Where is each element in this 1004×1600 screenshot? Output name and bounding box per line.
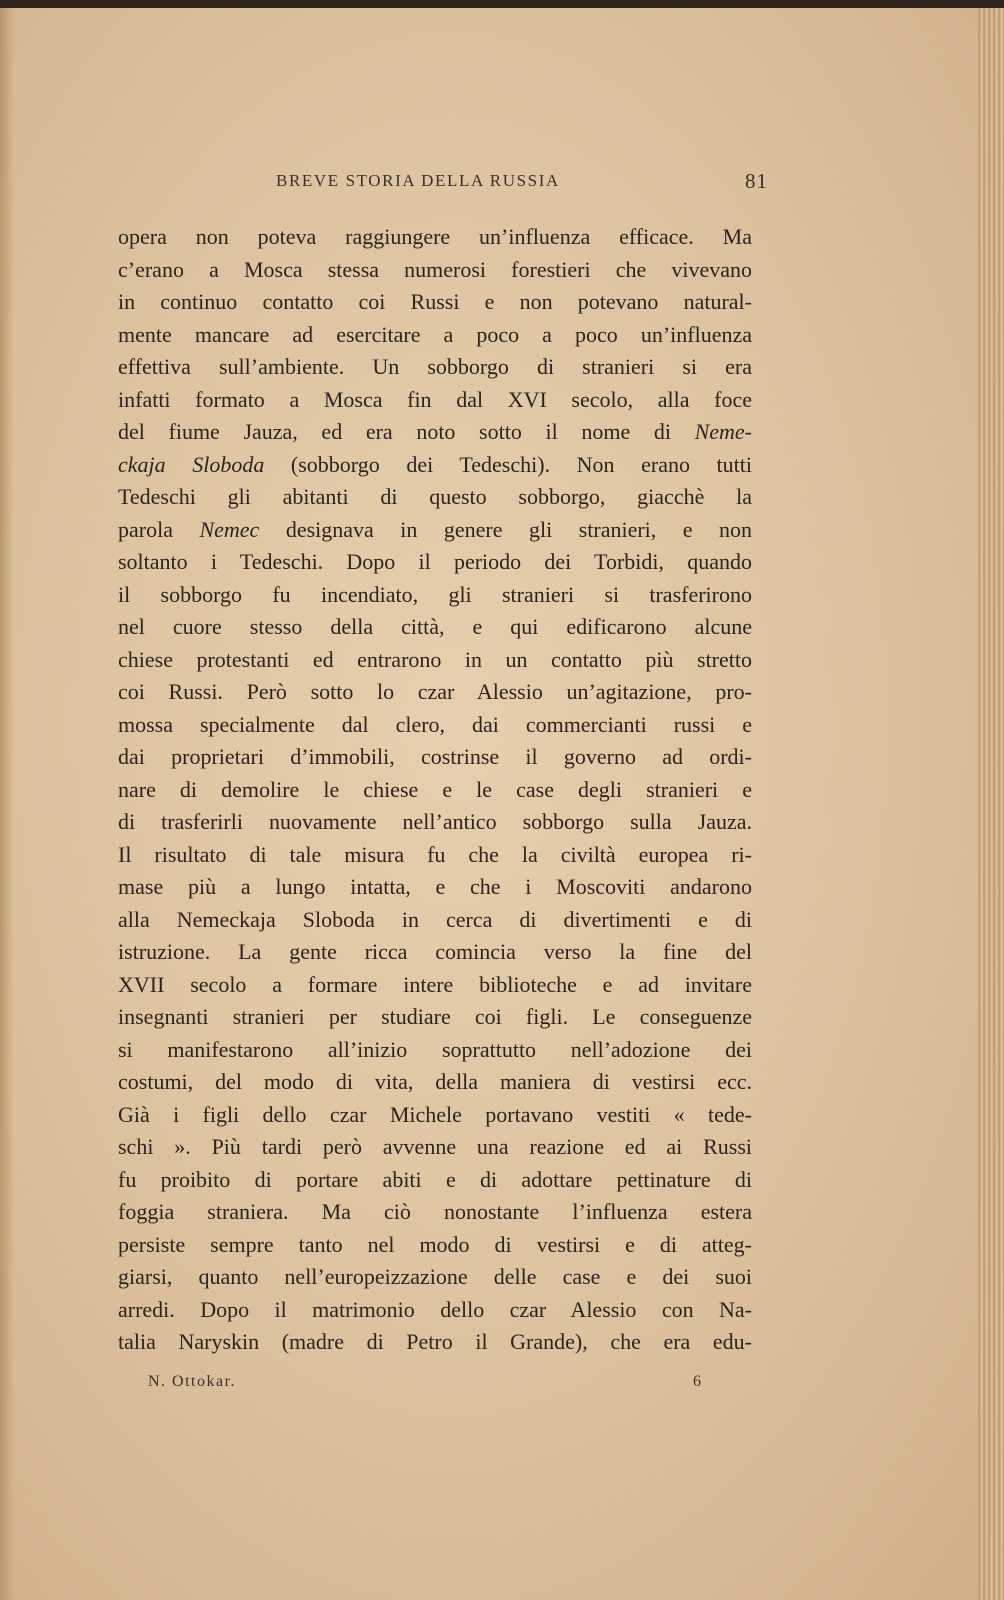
text-line: coi Russi. Però sotto lo czar Alessio un’agitazione, pro- — [118, 679, 752, 704]
italic-term: Nemec — [199, 516, 260, 542]
text-line: il sobborgo fu incendiato, gli stranieri si trasferirono — [118, 581, 752, 607]
page-header — [118, 171, 768, 195]
text-line: effettiva sull’ambiente. Un sobborgo di stranieri si era — [118, 354, 752, 379]
text-line: persiste sempre tanto nel modo di vestirsi e di atteg- — [118, 1231, 752, 1257]
text-line: mente mancare ad esercitare a poco a poco un’influenza — [118, 321, 752, 347]
text-line — [118, 416, 752, 449]
text-line — [118, 514, 752, 547]
text-line: foggia straniera. Ma ciò nonostante l’influenza estera — [118, 1199, 752, 1224]
text-line: Già i figli dello czar Michele portavano vestiti « tede- — [118, 1101, 752, 1127]
text-line: nare di demolire le chiese e le case degli stranieri e — [118, 776, 752, 802]
text-line: mase più a lungo intatta, e che i Moscoviti andarono — [118, 874, 752, 899]
text-line: infatti formato a Mosca fin dal XVI secolo, alla foce — [118, 386, 752, 412]
page-footer — [148, 1373, 708, 1395]
gutter-shadow — [0, 8, 14, 1600]
text-segment: (sobborgo dei Tedeschi). Non erano tutti — [290, 451, 752, 477]
running-title: BREVE STORIA DELLA RUSSIA — [276, 171, 560, 190]
text-line: nel cuore stesso della città, e qui edificarono alcune — [118, 614, 752, 639]
body-text — [118, 221, 752, 1359]
page-number: 81 — [745, 169, 768, 193]
text-segment: parola — [118, 516, 173, 542]
text-line: costumi, del modo di vita, della maniera di vestirsi ecc. — [118, 1069, 752, 1094]
text-line: giarsi, quanto nell’europeizzazione delle case e dei suoi — [118, 1264, 752, 1289]
text-line: in continuo contatto coi Russi e non potevano natural- — [118, 289, 752, 314]
text-line: fu proibito di portare abiti e di adottare pettinature di — [118, 1166, 752, 1192]
text-line: mossa specialmente dal clero, dai commercianti russi e — [118, 711, 752, 737]
signature-number: 6 — [693, 1373, 701, 1390]
text-line: Il risultato di tale misura fu che la civiltà europea ri- — [118, 841, 752, 867]
text-segment: del fiume Jauza, ed era noto sotto il nome di — [118, 419, 671, 444]
text-line — [118, 449, 752, 482]
text-line: si manifestarono all’inizio soprattutto nell’adozione dei — [118, 1036, 752, 1062]
text-line: di trasferirli nuovamente nell’antico sobborgo sulla Jauza. — [118, 809, 752, 834]
text-line: chiese protestanti ed entrarono in un contatto più stretto — [118, 646, 752, 672]
text-line: schi ». Più tardi però avvenne una reazione ed ai Russi — [118, 1134, 752, 1159]
page-edge — [978, 8, 1004, 1600]
text-line: opera non poteva raggiungere un’influenza efficace. Ma — [118, 224, 752, 249]
text-line: arredi. Dopo il matrimonio dello czar Alessio con Na- — [118, 1296, 752, 1322]
text-line: soltanto i Tedeschi. Dopo il periodo dei Torbidi, quando — [118, 549, 752, 574]
text-segment: designava in genere gli stranieri, e non — [285, 516, 753, 542]
text-line: c’erano a Mosca stessa numerosi forestieri che vivevano — [118, 256, 752, 282]
text-line: insegnanti stranieri per studiare coi figli. Le conseguenze — [118, 1004, 752, 1029]
italic-term: Neme- — [694, 419, 753, 444]
text-line: istruzione. La gente ricca comincia verso la fine del — [118, 939, 752, 964]
italic-term: ckaja Sloboda — [118, 451, 265, 477]
text-line: talia Naryskin (madre di Petro il Grande), che era edu- — [118, 1329, 752, 1354]
signature-mark: N. Ottokar. — [148, 1373, 237, 1390]
text-line: alla Nemeckaja Sloboda in cerca di divertimenti e di — [118, 906, 752, 932]
text-line: dai proprietari d’immobili, costrinse il governo ad ordi- — [118, 744, 752, 769]
text-line: Tedeschi gli abitanti di questo sobborgo, giacchè la — [118, 484, 752, 509]
text-line: XVII secolo a formare intere biblioteche e ad invitare — [118, 971, 752, 997]
